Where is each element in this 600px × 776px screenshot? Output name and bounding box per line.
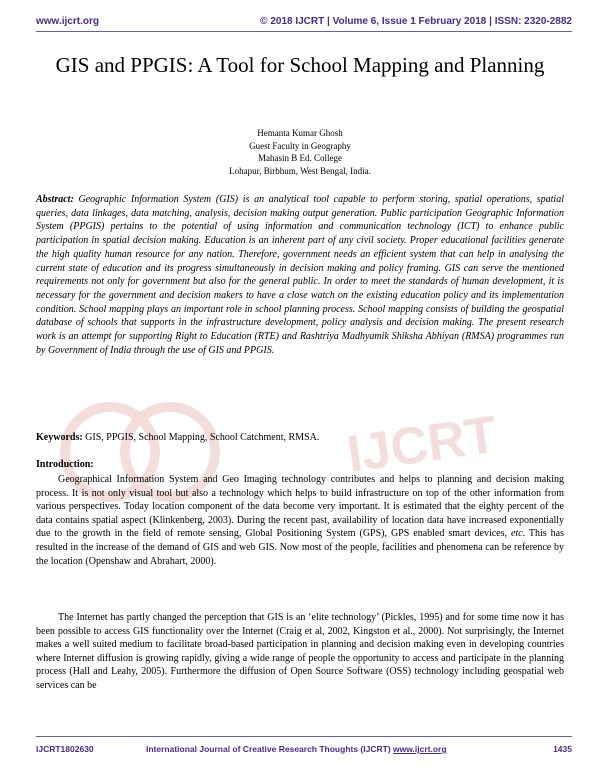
footer-journal-name: International Journal of Creative Research Thoughts (IJCRT)	[146, 744, 391, 754]
intro-p1-part-1: Geographical Information System and Geo Imaging technology contributes and helps to planning and decision making process. It is not only visual tool but also a technology which helps to build infrastructure on top of the other information from various perspectives. Today location component of the data become very important. It is estimated that the eighty percent of the data contains spatial aspect (Klinkenberg, 2003). During the recent past, availability of location data have increased exponentially due to the growth in the field of remote sensing, Global Positioning System (GPS), GPS enabled smart devices,	[36, 474, 564, 540]
header-rule	[36, 31, 572, 32]
introduction-paragraph-1	[36, 473, 564, 568]
paper-title: GIS and PPGIS: A Tool for School Mapping and Planning	[55, 53, 545, 77]
author-block	[100, 127, 500, 178]
running-header	[36, 14, 572, 34]
author-name: Hemanta Kumar Ghosh	[257, 128, 343, 138]
footer-rule	[36, 736, 572, 737]
running-footer	[36, 736, 572, 762]
abstract-label: Abstract:	[36, 194, 74, 205]
author-position: Guest Faculty in Geography	[249, 140, 351, 151]
intro-p1-part-2: . This has resulted in the increase of the demand of GIS and web GIS. Now most of the people, facilities and phenomena can be reference by the location (Openshaw and Abrahart, 2000).	[36, 528, 564, 567]
abstract-text: Geographic Information System (GIS) is an analytical tool capable to perform storing, spatial operations, spatial queries, data linkages, data matching, analysis, decision making output generation. Public participation Geographic Information System (PPGIS) pertains to the potential of using information and communication technology (ICT) to enhance public participation in spatial decision making. Education is an inherent part of any civil society. Proper educational facilities generate the high quality human resource for any nation. Therefore, government needs an efficient system that can help in analysing the current state of education and its progress simultaneously in decision making and policy framing. GIS can serve the mentioned requirements not only for government but also for the general public. In order to meet the standards of human development, it is necessary for the government and decision makers to have a close watch on the existing education policy and its implementation condition. School mapping plays an important role in school planning process. School mapping consists of building the geospatial database of schools that supports in the infrastructure development, policy analysis and decision making. The present research work is an attempt for supporting Right to Education (RTE) and Rashtriya Madhyamik Shiksha Abhiyan (RMSA) programmes run by Government of India through the use of GIS and PPGIS.	[36, 194, 564, 356]
footer-journal	[146, 744, 447, 754]
author-address: Lohapur, Birbhum, West Bengal, India.	[229, 166, 371, 177]
keywords-label: Keywords:	[36, 432, 83, 443]
keywords	[36, 431, 564, 444]
header-citation: © 2018 IJCRT | Volume 6, Issue 1 February 2018 | ISSN: 2320-2882	[260, 16, 572, 27]
header-site-link[interactable]: www.ijcrt.org	[36, 16, 99, 27]
author-institution: Mahasin B Ed. College	[258, 153, 342, 164]
introduction-paragraph-2	[36, 611, 564, 693]
keywords-text: GIS, PPGIS, School Mapping, School Catchment, RMSA.	[85, 432, 320, 443]
footer-url-link[interactable]: www.ijcrt.org	[393, 744, 447, 754]
abstract	[36, 193, 564, 357]
footer-page-number: 1435	[553, 744, 572, 754]
introduction-heading: Introduction:	[36, 459, 94, 470]
watermark-text: IJCRT	[343, 405, 501, 484]
intro-p2-text: The Internet has partly changed the perception that GIS is an ‘elite technology’ (Pickles, 1995) and for some time now it has been possible to access GIS functionality over the Internet (Craig et al, 2002, Kingston et al., 2000). Not surprisingly, the Internet makes a well suited medium to facilitate broad-based participation in planning and decision making even in developing countries where Internet diffusion is growing rapidly, giving a wide range of people the opportunity to access and participate in the planning process (Hall and Leahy, 2005). Furthermore the diffusion of Open Source Software (OSS) technology including geospatial web services can be	[36, 612, 564, 691]
intro-p1-etc: etc	[510, 528, 523, 540]
footer-paper-id: IJCRT1802630	[36, 744, 94, 754]
